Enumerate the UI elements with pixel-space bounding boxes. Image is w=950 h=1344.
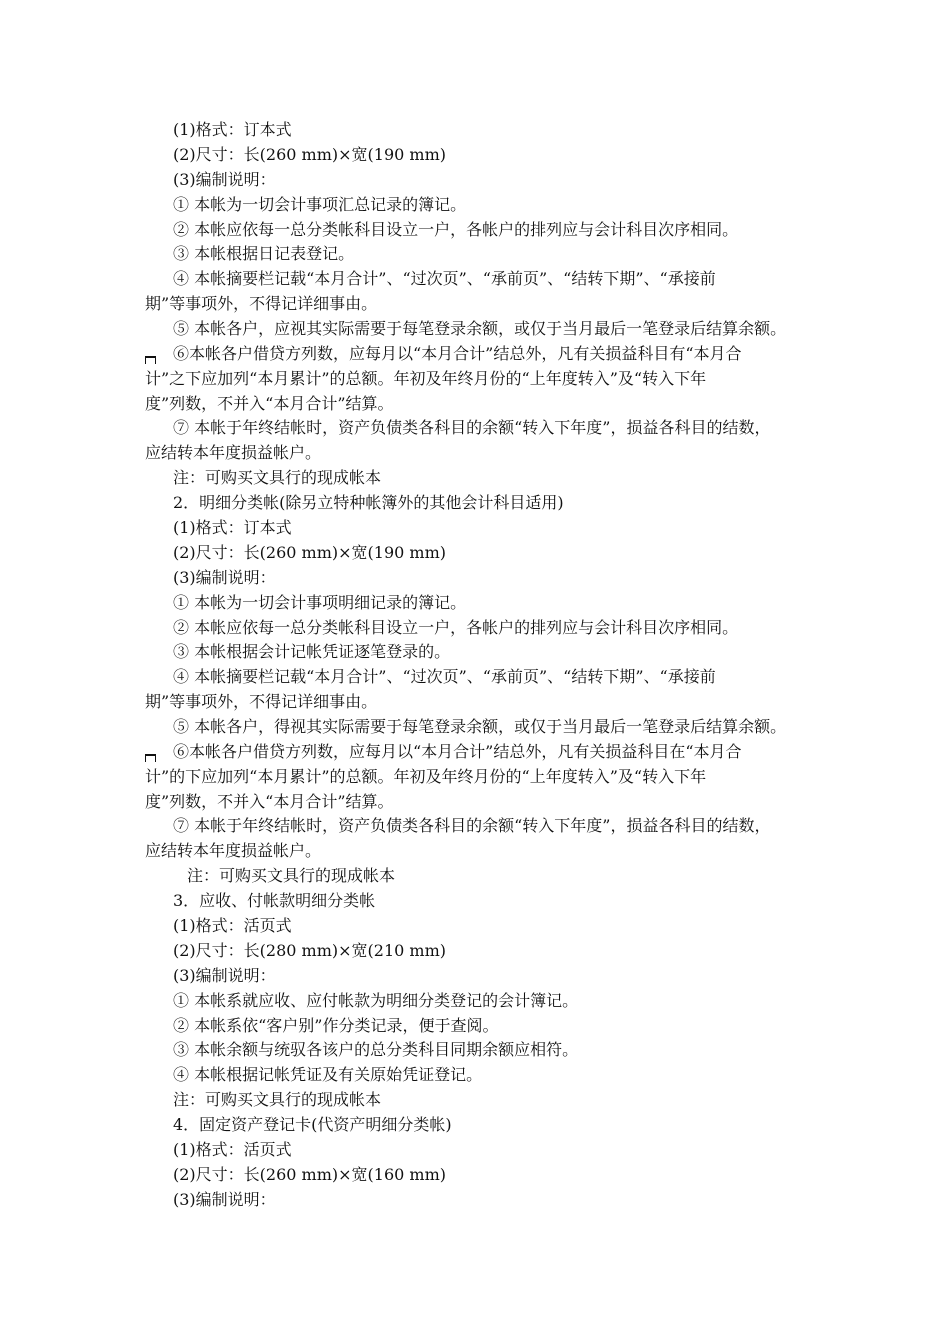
text-line: 注：可购买文具行的现成帐本 [173,468,382,487]
text-line: ⑤ 本帐各户，应视其实际需要于每笔登录余额，或仅于当月最后一笔登录后结算余额。 [173,319,787,338]
text-line: ④ 本帐根据记帐凭证及有关原始凭证登记。 [173,1065,483,1084]
margin-mark-icon [145,754,156,762]
text-line: (2)尺寸：长(260 mm)×宽(190 mm) [173,543,446,562]
text-line: ① 本帐为一切会计事项汇总记录的簿记。 [173,195,467,214]
section-heading: 3．应收、付帐款明细分类帐 [173,891,376,910]
text-line: (3)编制说明： [173,170,276,189]
text-line: ③ 本帐余额与统驭各该户的总分类科目同期余额应相符。 [173,1040,579,1059]
text-line: ② 本帐应依每一总分类帐科目设立一户，各帐户的排列应与会计科目次序相同。 [173,618,739,637]
text-line: 注：可购买文具行的现成帐本 [173,1090,382,1109]
text-line: ② 本帐应依每一总分类帐科目设立一户，各帐户的排列应与会计科目次序相同。 [173,220,739,239]
text-line: (2)尺寸：长(280 mm)×宽(210 mm) [173,941,446,960]
margin-mark-icon [145,356,156,364]
text-line: 度”列数，不并入“本月合计”结算。 [145,394,394,413]
text-line: 注：可购买文具行的现成帐本 [187,866,396,885]
text-line: ③ 本帐根据日记表登记。 [173,244,355,263]
text-line: (2)尺寸：长(260 mm)×宽(160 mm) [173,1165,446,1184]
text-line: ⑦ 本帐于年终结帐时，资产负债类各科目的余额“转入下年度”，损益各科目的结数， [173,418,771,437]
text-line: 应结转本年度损益帐户。 [145,841,322,860]
text-line: 期”等事项外，不得记详细事由。 [145,294,378,313]
text-line: (2)尺寸：长(260 mm)×宽(190 mm) [173,145,446,164]
text-line: 度”列数，不并入“本月合计”结算。 [145,792,394,811]
text-line: 计”的下应加列“本月累计”的总额。年初及年终月份的“上年度转入”及“转入下年 [145,767,707,786]
text-line: ① 本帐系就应收、应付帐款为明细分类登记的会计簿记。 [173,991,579,1010]
text-line: (1)格式：活页式 [173,1140,292,1159]
text-line: (1)格式：订本式 [173,518,292,537]
section-heading: 4．固定资产登记卡(代资产明细分类帐) [173,1115,452,1134]
text-line: ④ 本帐摘要栏记载“本月合计”、“过次页”、“承前页”、“结转下期”、“承接前 [173,269,716,288]
section-heading: 2．明细分类帐(除另立特种帐簿外的其他会计科目适用) [173,493,564,512]
text-line: ⑥本帐各户借贷方列数，应每月以“本月合计”结总外，凡有关损益科目有“本月合 [173,344,742,363]
text-line: ⑦ 本帐于年终结帐时，资产负债类各科目的余额“转入下年度”，损益各科目的结数， [173,816,771,835]
text-line: ② 本帐系依“客户别”作分类记录，便于查阅。 [173,1016,499,1035]
text-line: (3)编制说明： [173,1190,276,1209]
text-line: ③ 本帐根据会计记帐凭证逐笔登录的。 [173,642,451,661]
text-line: (1)格式：活页式 [173,916,292,935]
text-line: ① 本帐为一切会计事项明细记录的簿记。 [173,593,467,612]
text-line: 应结转本年度损益帐户。 [145,443,322,462]
text-line: (3)编制说明： [173,568,276,587]
text-line: (3)编制说明： [173,966,276,985]
text-line: ⑥本帐各户借贷方列数，应每月以“本月合计”结总外，凡有关损益科目在“本月合 [173,742,742,761]
text-line: ④ 本帐摘要栏记载“本月合计”、“过次页”、“承前页”、“结转下期”、“承接前 [173,667,716,686]
text-line: 期”等事项外，不得记详细事由。 [145,692,378,711]
text-line: ⑤ 本帐各户，得视其实际需要于每笔登录余额，或仅于当月最后一笔登录后结算余额。 [173,717,787,736]
text-line: 计”之下应加列“本月累计”的总额。年初及年终月份的“上年度转入”及“转入下年 [145,369,707,388]
text-line: (1)格式：订本式 [173,120,292,139]
